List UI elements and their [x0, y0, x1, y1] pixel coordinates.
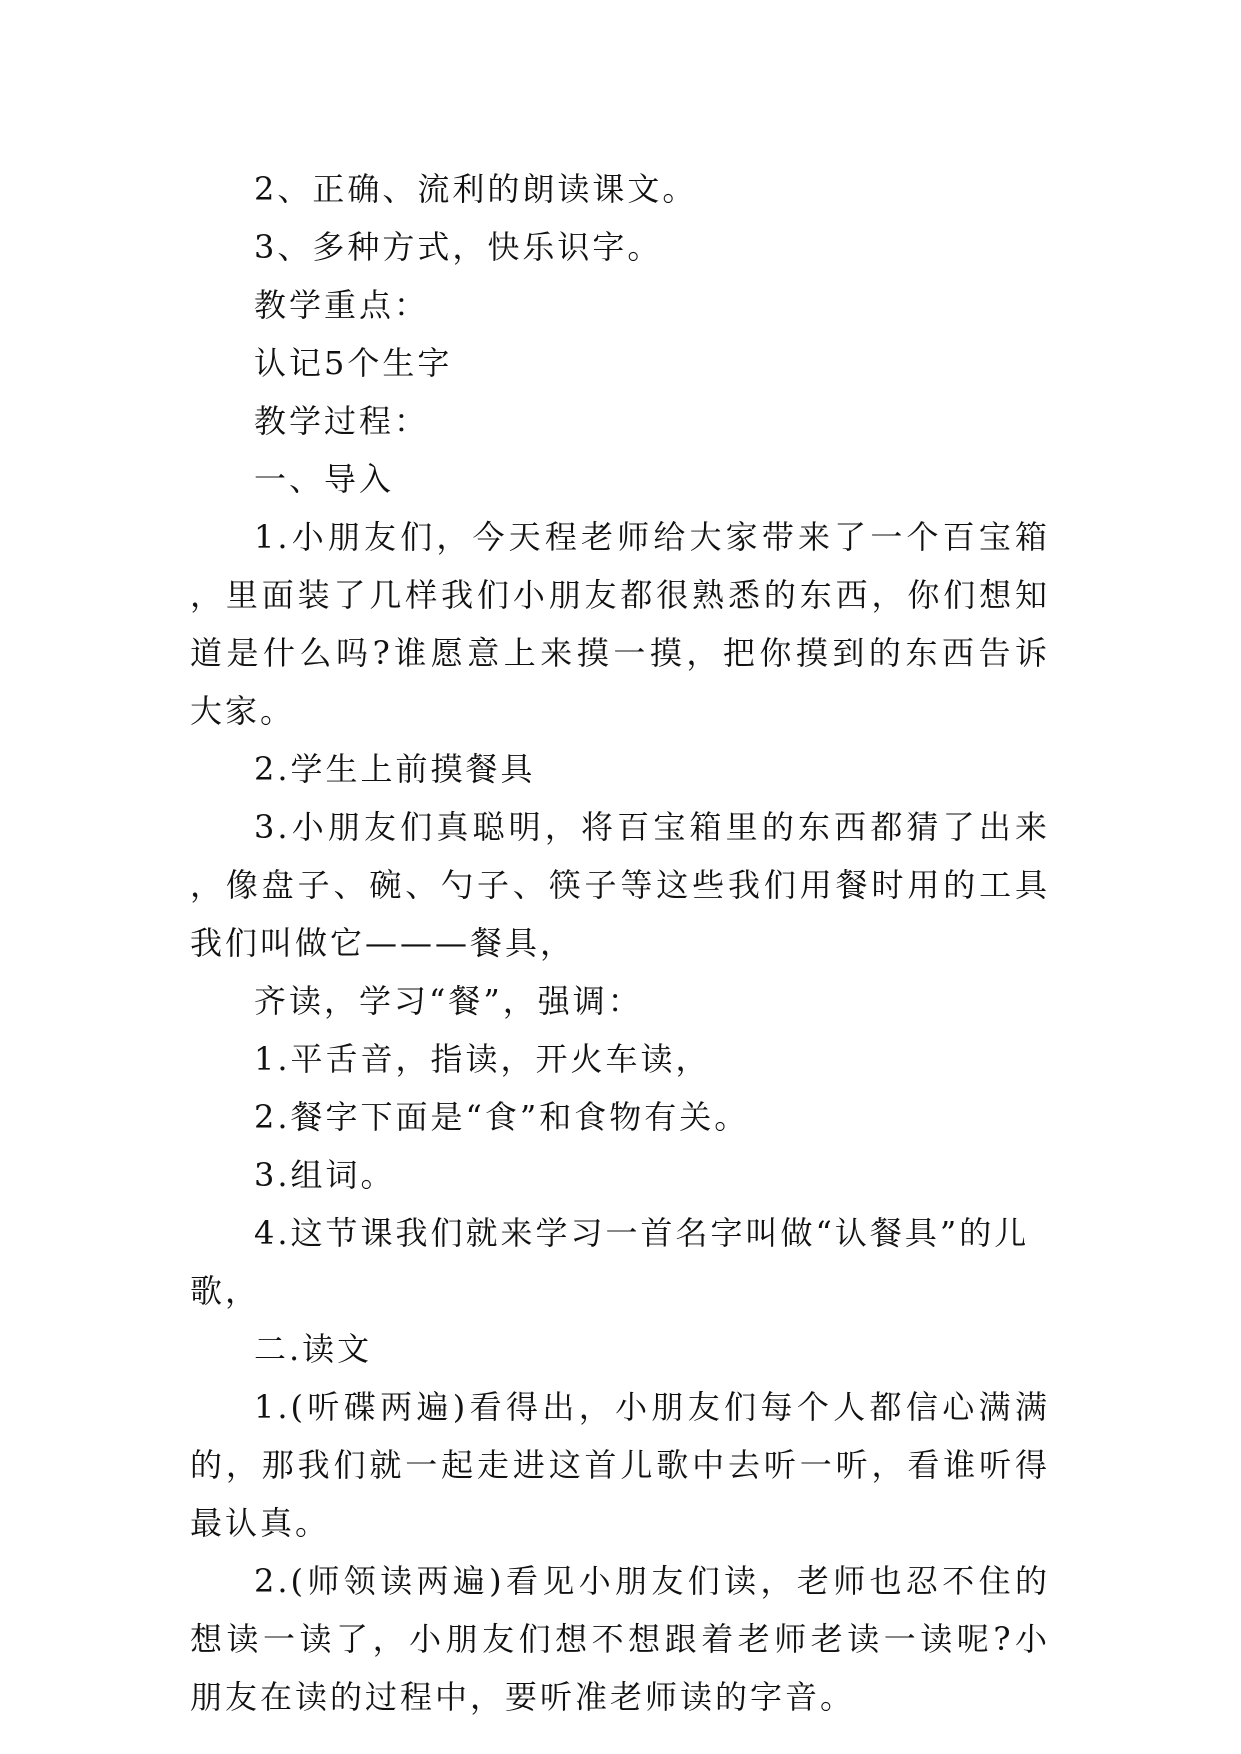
- emphasis-4: 4.这节课我们就来学习一首名字叫做“认餐具”的儿歌，: [190, 1214, 1030, 1310]
- emphasis-3: 3.组词。: [254, 1156, 396, 1194]
- intro-step-3: 3.小朋友们真聪明，将百宝箱里的东西都猜了出来，像盘子、碗、勺子、筷子等这些我们用餐时用的工具我们叫做它———餐具，: [190, 808, 1050, 962]
- intro-step-1: 1.小朋友们，今天程老师给大家带来了一个百宝箱，里面装了几样我们小朋友都很熟悉的东西，你们想知道是什么吗?谁愿意上来摸一摸，把你摸到的东西告诉大家。: [190, 518, 1050, 730]
- reading-step-1: 1.(听碟两遍)看得出，小朋友们每个人都信心满满的，那我们就一起走进这首儿歌中去听一听，看谁听得最认真。: [190, 1388, 1050, 1542]
- key-points-text: 认记5个生字: [254, 344, 453, 382]
- reading-step-2: 2.(师领读两遍)看见小朋友们读，老师也忍不住的想读一读了，小朋友们想不想跟着老师老读一读呢?小朋友在读的过程中，要听准老师读的字音。: [190, 1562, 1050, 1716]
- section-1-heading: 一、导入: [254, 460, 395, 498]
- objective-3: 3、多种方式，快乐识字。: [254, 228, 663, 266]
- read-together: 齐读，学习“餐”，强调：: [254, 982, 643, 1020]
- section-2-heading: 二.读文: [254, 1330, 373, 1368]
- emphasis-2: 2.餐字下面是“食”和食物有关。: [254, 1098, 750, 1136]
- document-body: [190, 160, 1050, 1726]
- intro-step-2: 2.学生上前摸餐具: [254, 750, 536, 788]
- objective-2: 2、正确、流利的朗读课文。: [254, 170, 698, 208]
- emphasis-1: 1.平舌音，指读，开火车读，: [254, 1040, 711, 1078]
- key-points-heading: 教学重点：: [254, 286, 430, 324]
- process-heading: 教学过程：: [254, 402, 430, 440]
